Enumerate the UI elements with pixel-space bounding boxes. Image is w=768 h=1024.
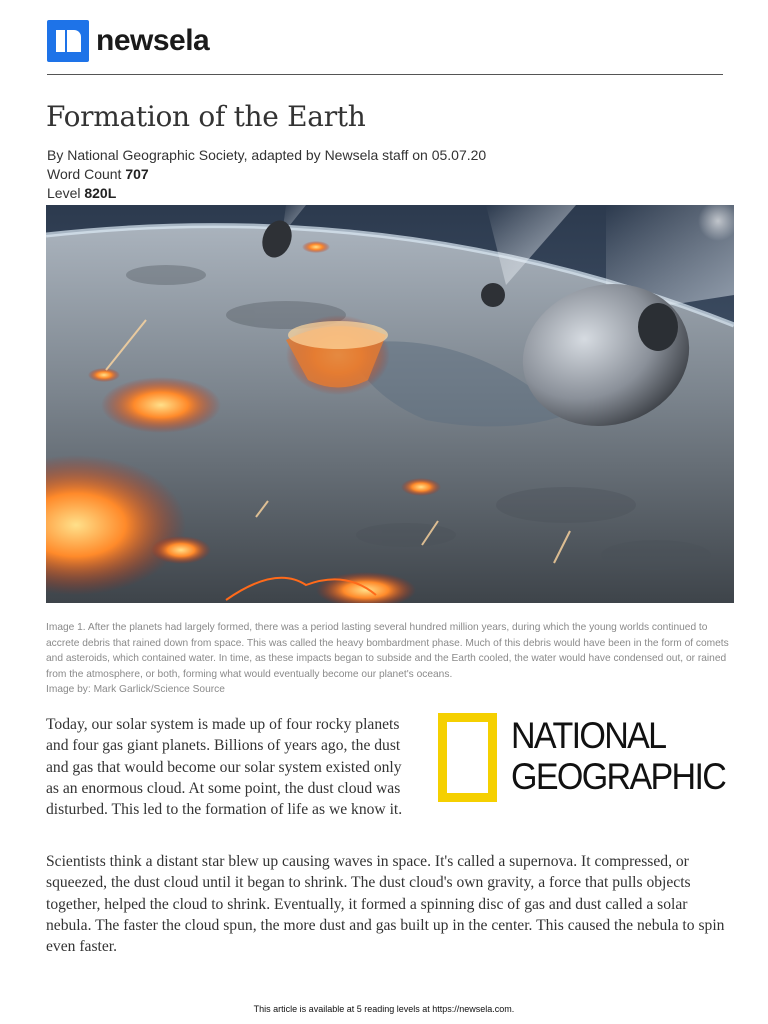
- brand-name: newsela: [96, 24, 210, 57]
- word-count: Word Count 707: [47, 166, 149, 182]
- caption-text: Image 1. After the planets had largely formed, there was a period lasting several hundred million years, during which the young worlds continued to accrete debris that rained down from space. This was called the heavy bombardment phase. Much of this debris would have been in the form of comets and asteroids, which contained water. In time, as these impacts began to subside and the Earth cooled, the water would have condensed out, or rained from the atmosphere, or both, forming what would eventually become our planet's oceans.: [46, 622, 729, 680]
- image-credit: Image by: Mark Garlick/Science Source: [46, 684, 225, 696]
- article-meta: [47, 146, 486, 203]
- national-geographic-logo: [438, 713, 728, 803]
- logo-line-2: GEOGRAPHIC: [511, 756, 726, 797]
- header-divider: [47, 74, 723, 75]
- logo-line-1: NATIONAL: [511, 715, 666, 756]
- footer-note: This article is available at 5 reading levels at https://newsela.com.: [253, 1004, 515, 1014]
- byline: By National Geographic Society, adapted by Newsela staff on 05.07.20: [47, 147, 487, 163]
- yellow-frame-icon: [438, 713, 497, 802]
- body-paragraph-2: Scientists think a distant star blew up causing waves in space. It's called a supernova. It compressed, or squeezed, the dust cloud until it began to shrink. The dust cloud's own gravity, a force that pulls objects together, helped the cloud to shrink. Eventually, it formed a spinning disc of gas and dust called a solar nebula. The faster the cloud spun, the more dust and gas built up in the center. This caused the nebula to spin even faster.: [46, 853, 725, 956]
- reading-level-value: 820L: [84, 185, 117, 201]
- word-count-value: 707: [125, 166, 149, 182]
- body-paragraph-1: Today, our solar system is made up of four rocky planets and four gas giant planets. Billions of years ago, the dust and gas that would become our solar system existed only as an enormous cloud. At some point, the dust cloud was disturbed. This led to the formation of life as we know it.: [46, 716, 403, 819]
- newsela-logo[interactable]: [47, 20, 209, 62]
- image-caption: [46, 620, 736, 698]
- article-title: Formation of the Earth: [46, 100, 366, 133]
- reading-level: Level 820L: [47, 185, 117, 201]
- newsela-logo-icon: [47, 20, 89, 62]
- hero-image: [46, 205, 734, 603]
